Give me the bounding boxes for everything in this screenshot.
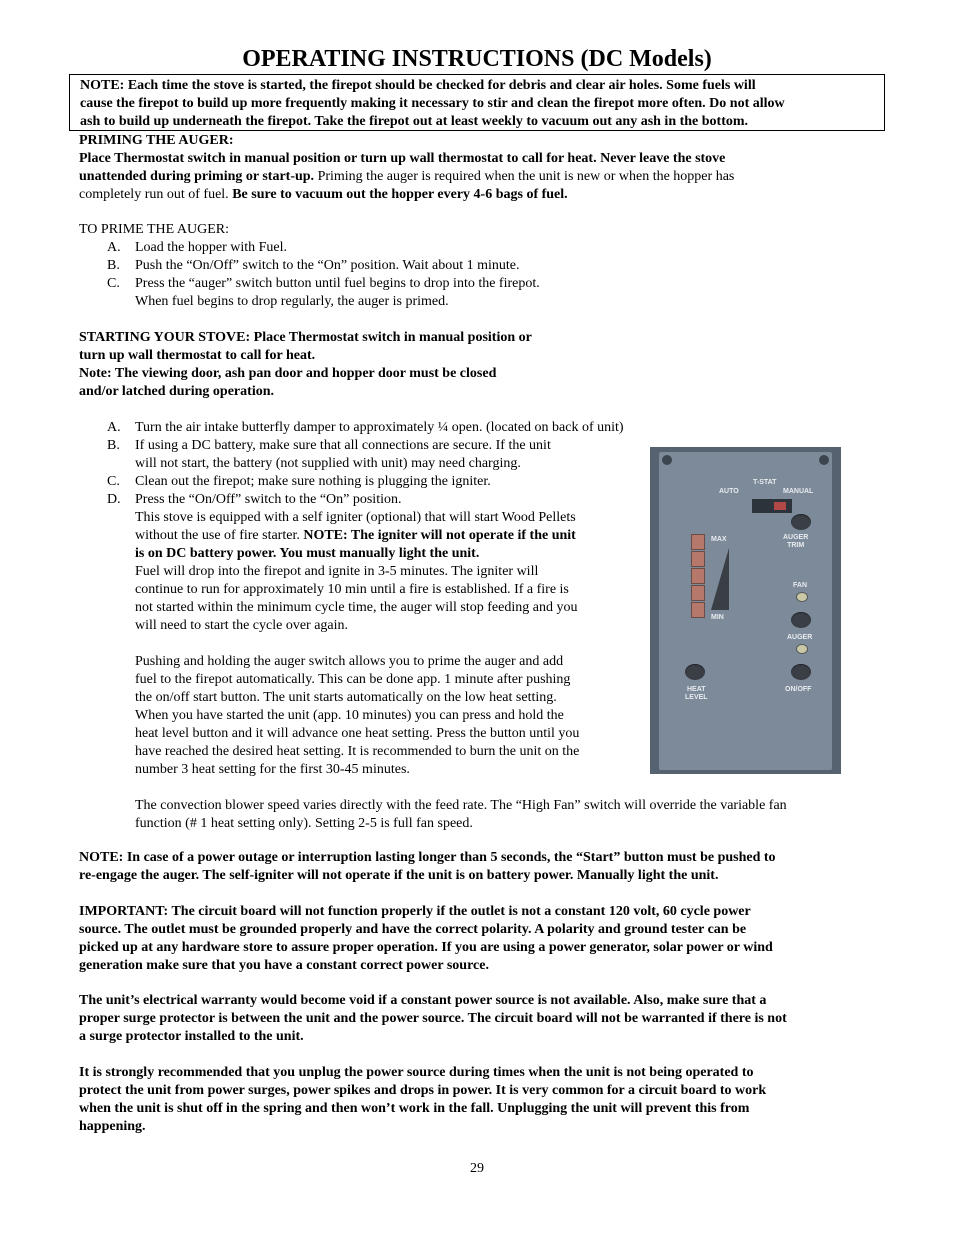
screw-icon: [662, 455, 672, 465]
fan-label: FAN: [793, 582, 807, 589]
auger-trim-button: [791, 514, 811, 530]
screw-icon: [819, 455, 829, 465]
control-panel-face: [659, 452, 832, 770]
priming-section: [79, 132, 734, 204]
heat-level-indicator: [691, 534, 705, 550]
manual-label: MANUAL: [783, 488, 814, 495]
onoff-label: ON/OFF: [785, 686, 812, 693]
tstat-switch: [752, 499, 792, 513]
min-label: MIN: [711, 614, 724, 621]
heat-level-indicator: [691, 602, 705, 618]
to-prime-list: [107, 239, 540, 311]
unplug-note: It is strongly recommended that you unplug the power source during times when the unit is not being operated to protect the unit from power surges, power spikes and drops in power. It is very common for a circuit board to work when the unit is shut off in the spring and then won’t work in the fall. Unplugging the unit will prevent this from happening.: [79, 1065, 767, 1134]
heat-level-label: HEAT LEVEL: [685, 686, 708, 701]
page-title: OPERATING INSTRUCTIONS (DC Models): [242, 46, 712, 72]
heat-level-button: [685, 664, 705, 680]
priming-line: completely run out of fuel. Be sure to vacuum out the hopper every 4-6 bags of fuel.: [79, 187, 568, 202]
power-outage-note: NOTE: In case of a power outage or interruption lasting longer than 5 seconds, the “Start” button must be pushed to re-engage the auger. The self-igniter will not operate if the unit is on battery power. Manually light the unit.: [79, 850, 776, 883]
auger-label: AUGER: [787, 634, 813, 641]
auger-trim-label: AUGER TRIM: [783, 534, 809, 549]
note-line: cause the firepot to build up more frequently making it necessary to stir and clean the firepot more often. Do not allow: [80, 96, 785, 111]
list-item: A. Load the hopper with Fuel.: [107, 240, 288, 255]
onoff-button: [791, 664, 811, 680]
priming-line: unattended during priming or start-up. Priming the auger is required when the unit is new or when the hopper has: [79, 169, 735, 184]
starting-section: STARTING YOUR STOVE: Place Thermostat switch in manual position or turn up wall thermostat to call for heat. Note: The viewing door, ash pan door and hopper door must be closed and/or latched during operation.: [79, 330, 532, 399]
list-item: A. Turn the air intake butterfly damper to approximately ¼ open. (located on back of unit): [107, 420, 624, 435]
fan-button: [791, 612, 811, 628]
page-number: 29: [470, 1161, 484, 1176]
note-line: NOTE: Each time the stove is started, the firepot should be checked for debris and clear air holes. Some fuels will: [80, 78, 756, 93]
to-prime-heading: TO PRIME THE AUGER:: [79, 222, 229, 237]
list-item: B. If using a DC battery, make sure that all connections are secure. If the unit will not start, the battery (not supplied with unit) may need charging.: [107, 438, 551, 471]
firepot-note-box: [69, 74, 885, 131]
list-item: D. Press the “On/Off” switch to the “On” position. This stove is equipped with a self igniter (optional) that will start Wood Pellets without the use of fire starter. NOTE: The igniter will not operate if the unit is on DC battery power. You must manually light the unit. Fuel will drop into the firepot and ignite in 3-5 minutes. The igniter will continue to run for approximately 10 min until a fire is established. If a fire is not started within the minimum cycle time, the auger will stop feeding and you will need to start the cycle over again. Pushing and holding the auger switch allows you to prime the auger and add fuel to the firepot automatically. This can be done app. 1 minute after pushing the on/off start button. The unit starts automatically on the low heat setting. When you have started the unit (app. 10 minutes) you can press and hold the heat level button and it will advance one heat setting. Press the button until you have reached the desired heat setting. It is recommended to burn the unit on the number 3 heat setting for the first 30-45 minutes. The convection blower speed varies directly with the feed rate. The “High Fan” switch will override the variable fan function (# 1 heat setting only). Setting 2-5 is full fan speed.: [107, 492, 787, 831]
list-item: B. Push the “On/Off” switch to the “On” position. Wait about 1 minute.: [107, 258, 520, 273]
important-note: IMPORTANT: The circuit board will not function properly if the outlet is not a constant 120 volt, 60 cycle power source. The outlet must be grounded properly and have the correct polarity. A polarity and ground tester can be picked up at any hardware store to assure proper operation. If you are using a power generator, solar power or wind generation make sure that you have a constant correct power source.: [79, 904, 773, 973]
priming-line: Place Thermostat switch in manual position or turn up wall thermostat to call for heat. Never leave the stove: [79, 151, 726, 166]
auger-led: [796, 644, 808, 654]
max-label: MAX: [711, 536, 727, 543]
heat-level-indicator: [691, 568, 705, 584]
control-panel-photo: [650, 447, 841, 774]
fan-led: [796, 592, 808, 602]
list-item: C. Clean out the firepot; make sure nothing is plugging the igniter.: [107, 474, 491, 489]
list-item: C. Press the “auger” switch button until fuel begins to drop into the firepot. When fuel begins to drop regularly, the auger is primed.: [107, 276, 540, 309]
heat-level-indicator: [691, 551, 705, 567]
heat-ramp-icon: [711, 548, 729, 610]
note-line: ash to build up underneath the firepot. Take the firepot out at least weekly to vacuum out any ash in the bottom.: [80, 114, 749, 129]
heat-level-indicator: [691, 585, 705, 601]
tstat-label: T-STAT: [753, 479, 777, 486]
priming-heading: PRIMING THE AUGER:: [79, 133, 234, 148]
auto-label: AUTO: [719, 488, 739, 495]
warranty-note: The unit’s electrical warranty would become void if a constant power source is not available. Also, make sure that a proper surge protector is between the unit and the power source. The circuit board will not be warranted if there is not a surge protector installed to the unit.: [79, 993, 787, 1044]
